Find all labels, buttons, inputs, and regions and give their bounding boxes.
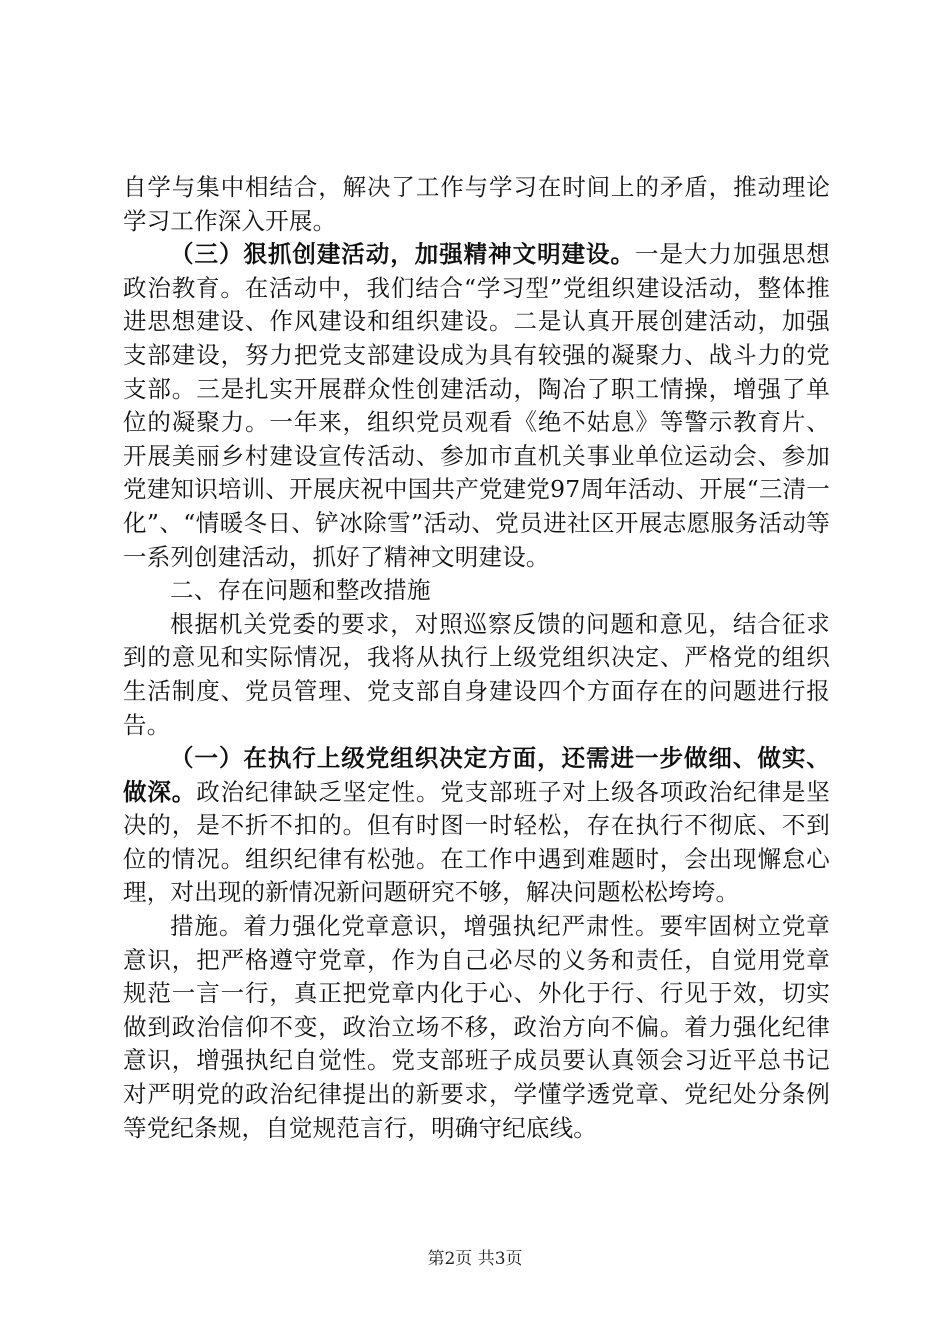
section-heading-three: （三）狠抓创建活动，加强精神文明建设。 (170, 240, 635, 269)
section-title-text: 二、存在问题和整改措施 (170, 576, 431, 605)
document-body (123, 171, 830, 1145)
paragraph-text: 根据机关党委的要求，对照巡察反馈的问题和意见，结合征求到的意见和实际情况，我将从执行上级党组织决定、严格党的组织生活制度、党员管理、党支部自身建设四个方面存在的问题进行报告。 (123, 609, 830, 739)
paragraph-text: 措施。着力强化党章意识，增强执纪严肃性。要牢固树立党章意识，把严格遵守党章，作为自己必尽的义务和责任，自觉用党章规范一言一行，真正把党章内化于心、外化于行、行见于效，切实做到政治信仰不变，政治立场不移，政治方向不偏。着力强化纪律意识，增强执纪自觉性。党支部班子成员要认真领会习近平总书记对严明党的政治纪律提出的新要求，学懂学透党章、党纪处分条例等党纪条规，自觉规范言行，明确守纪底线。 (123, 912, 830, 1142)
paragraph-report-intro (123, 608, 830, 742)
section-title-problems (123, 574, 830, 608)
section-heading-one: （一）在执行上级党组织决定方面，还需进一步做细、做实、做深。 (123, 744, 830, 806)
paragraph-execution-issues (123, 742, 830, 910)
page-number: 第2页 共3页 (427, 1249, 523, 1269)
paragraph-text: 政治纪律缺乏坚定性。党支部班子对上级各项政治纪律是坚决的，是不折不扣的。但有时图一时轻松，存在执行不彻底、不到位的情况。组织纪律有松弛。在工作中遇到难题时，会出现懈怠心理，对出现的新情况新问题研究不够，解决问题松松垮垮。 (123, 777, 830, 907)
paragraph-text: 一是大力加强思想政治教育。在活动中，我们结合“学习型”党组织建设活动，整体推进思想建设、作风建设和组织建设。二是认真开展创建活动，加强支部建设，努力把党支部建设成为具有较强的凝聚力、战斗力的党支部。三是扎实开展群众性创建活动，陶冶了职工情操，增强了单位的凝聚力。一年来，组织党员观看《绝不姑息》等警示教育片、开展美丽乡村建设宣传活动、参加市直机关事业单位运动会、参加党建知识培训、开展庆祝中国共产党建党97周年活动、开展“三清一化”、“情暖冬日、铲冰除雪”活动、党员进社区开展志愿服务活动等一系列创建活动，抓好了精神文明建设。 (123, 240, 830, 571)
paragraph-study-method (123, 171, 830, 238)
paragraph-measures (123, 910, 830, 1145)
paragraph-civilization-building (123, 238, 830, 574)
paragraph-text: 自学与集中相结合，解决了工作与学习在时间上的矛盾，推动理论学习工作深入开展。 (123, 173, 830, 235)
page-footer (0, 1244, 950, 1269)
